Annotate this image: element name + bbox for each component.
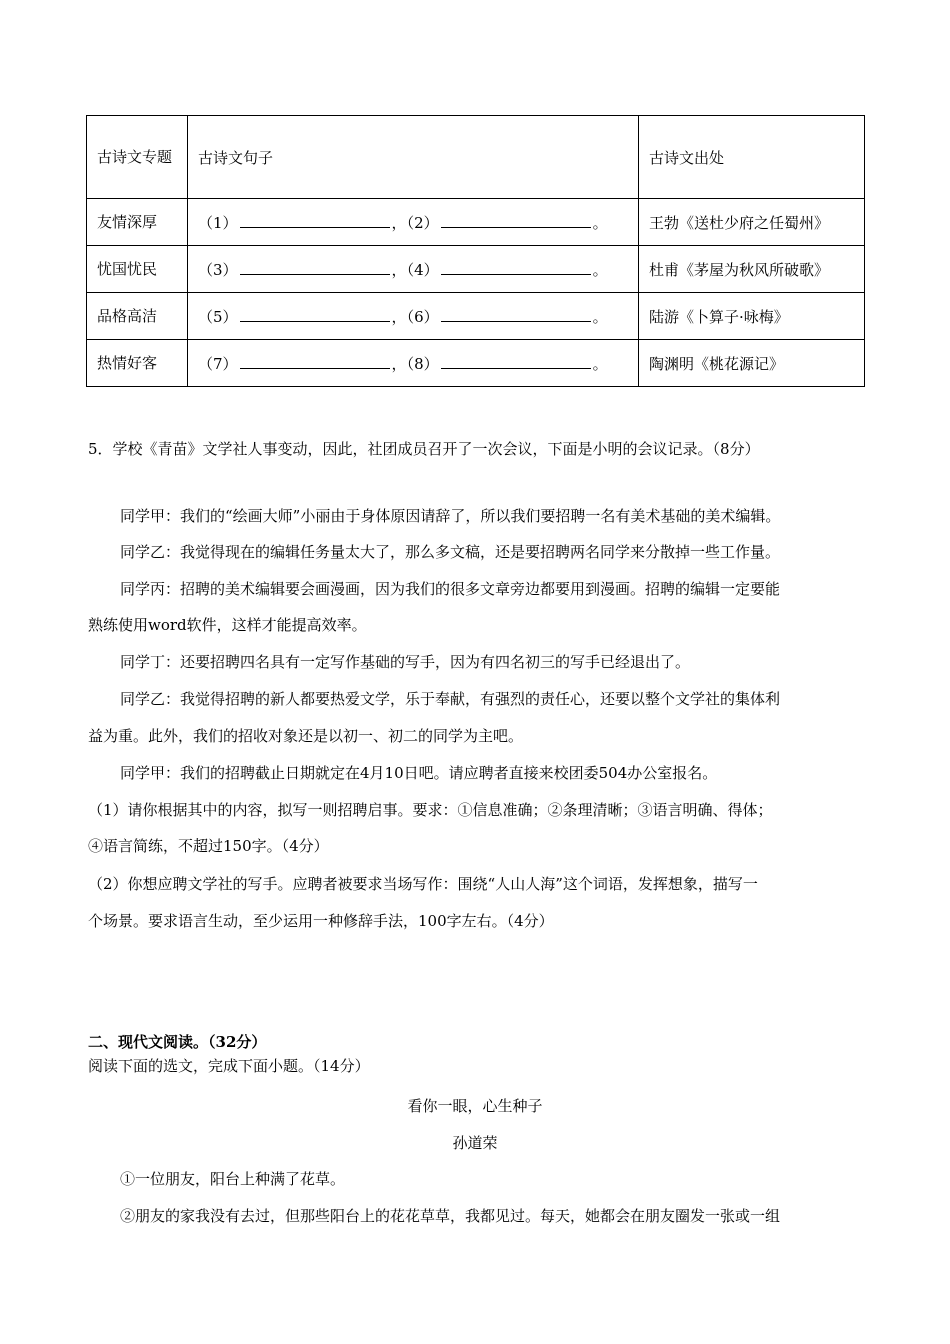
- row-topic: 品格高洁: [87, 293, 188, 340]
- article-title: 看你一眼，心生种子: [407, 1097, 543, 1115]
- meeting-line: 同学丙：招聘的美术编辑要会画漫画，因为我们的很多文章旁边都要用到漫画。招聘的编辑一定要能: [120, 580, 781, 598]
- sub-question-1-cont: ④语言简练，不超过150字。（4分）: [88, 837, 329, 855]
- section-intro: 阅读下面的选文，完成下面小题。（14分）: [88, 1057, 370, 1075]
- paragraph-2: ②朋友的家我没有去过，但那些阳台上的花花草草，我都见过。每天，她都会在朋友圈发一张或一组: [120, 1207, 781, 1225]
- table-header-row: [87, 116, 865, 199]
- row-topic: 热情好客: [87, 340, 188, 387]
- meeting-line: 同学甲：我们的“绘画大师”小丽由于身体原因请辞了，所以我们要招聘一名有美术基础的美术编辑。: [120, 507, 781, 525]
- article-author: 孙道荣: [452, 1134, 498, 1152]
- answer-blank[interactable]: [240, 260, 390, 275]
- meeting-line: 同学乙：我觉得现在的编辑任务量太大了，那么多文稿，还是要招聘两名同学来分散掉一些工作量。: [120, 543, 781, 561]
- table-row: [87, 293, 865, 340]
- header-source: 古诗文出处: [639, 116, 865, 199]
- meeting-line: 熟练使用word软件，这样才能提高效率。: [88, 616, 367, 634]
- blank-number: （5）: [198, 307, 238, 326]
- answer-blank[interactable]: [441, 354, 591, 369]
- meeting-line: 益为重。此外，我们的招收对象还是以初一、初二的同学为主吧。: [88, 727, 524, 745]
- separator: ，: [391, 307, 407, 326]
- meeting-line: 同学丁：还要招聘四名具有一定写作基础的写手，因为有四名初三的写手已经退出了。: [120, 653, 691, 671]
- row-source: 王勃《送杜少府之任蜀州》: [639, 199, 865, 246]
- section-heading: 二、现代文阅读。（32分）: [88, 1033, 267, 1051]
- answer-blank[interactable]: [240, 354, 390, 369]
- period: 。: [592, 260, 608, 279]
- row-blanks: [188, 199, 639, 246]
- answer-blank[interactable]: [441, 307, 591, 322]
- blank-number: （4）: [406, 260, 439, 279]
- table-row: [87, 246, 865, 293]
- row-blanks: [188, 246, 639, 293]
- sub-question-2-cont: 个场景。要求语言生动，至少运用一种修辞手法，100字左右。（4分）: [88, 912, 554, 930]
- answer-blank[interactable]: [441, 260, 591, 275]
- row-source: 陆游《卜算子·咏梅》: [639, 293, 865, 340]
- row-source: 杜甫《茅屋为秋风所破歌》: [639, 246, 865, 293]
- blank-number: （3）: [198, 260, 238, 279]
- row-blanks: [188, 340, 639, 387]
- blank-number: （8）: [406, 354, 439, 373]
- row-topic: 友情深厚: [87, 199, 188, 246]
- answer-blank[interactable]: [240, 307, 390, 322]
- meeting-line: 同学甲：我们的招聘截止日期就定在4月10日吧。请应聘者直接来校团委504办公室报名。: [120, 764, 718, 782]
- separator: ，: [391, 260, 407, 279]
- period: 。: [592, 213, 608, 232]
- separator: ，: [391, 213, 407, 232]
- table-row: [87, 340, 865, 387]
- sub-question-2: （2）你想应聘文学社的写手。应聘者被要求当场写作：围绕“人山人海”这个词语，发挥想象，描写一: [88, 875, 758, 893]
- paragraph-1: ①一位朋友，阳台上种满了花草。: [120, 1170, 346, 1188]
- row-blanks: [188, 293, 639, 340]
- header-topic: 古诗文专题: [87, 116, 188, 199]
- period: 。: [592, 354, 608, 373]
- period: 。: [592, 307, 608, 326]
- answer-blank[interactable]: [240, 213, 390, 228]
- blank-number: （6）: [406, 307, 439, 326]
- table-row: [87, 199, 865, 246]
- blank-number: （2）: [406, 213, 439, 232]
- poetry-table: [86, 115, 865, 387]
- sub-question-1: （1）请你根据其中的内容，拟写一则招聘启事。要求：①信息准确；②条理清晰；③语言明确、得体；: [88, 801, 773, 819]
- separator: ，: [391, 354, 407, 373]
- meeting-line: 同学乙：我觉得招聘的新人都要热爱文学，乐于奉献，有强烈的责任心，还要以整个文学社的集体利: [120, 690, 781, 708]
- blank-number: （7）: [198, 354, 238, 373]
- row-source: 陶渊明《桃花源记》: [639, 340, 865, 387]
- blank-number: （1）: [198, 213, 238, 232]
- answer-blank[interactable]: [441, 213, 591, 228]
- header-sentence: 古诗文句子: [188, 116, 639, 199]
- question-5-title: 5．学校《青苗》文学社人事变动，因此，社团成员召开了一次会议，下面是小明的会议记录。（8分）: [88, 440, 760, 458]
- row-topic: 忧国忧民: [87, 246, 188, 293]
